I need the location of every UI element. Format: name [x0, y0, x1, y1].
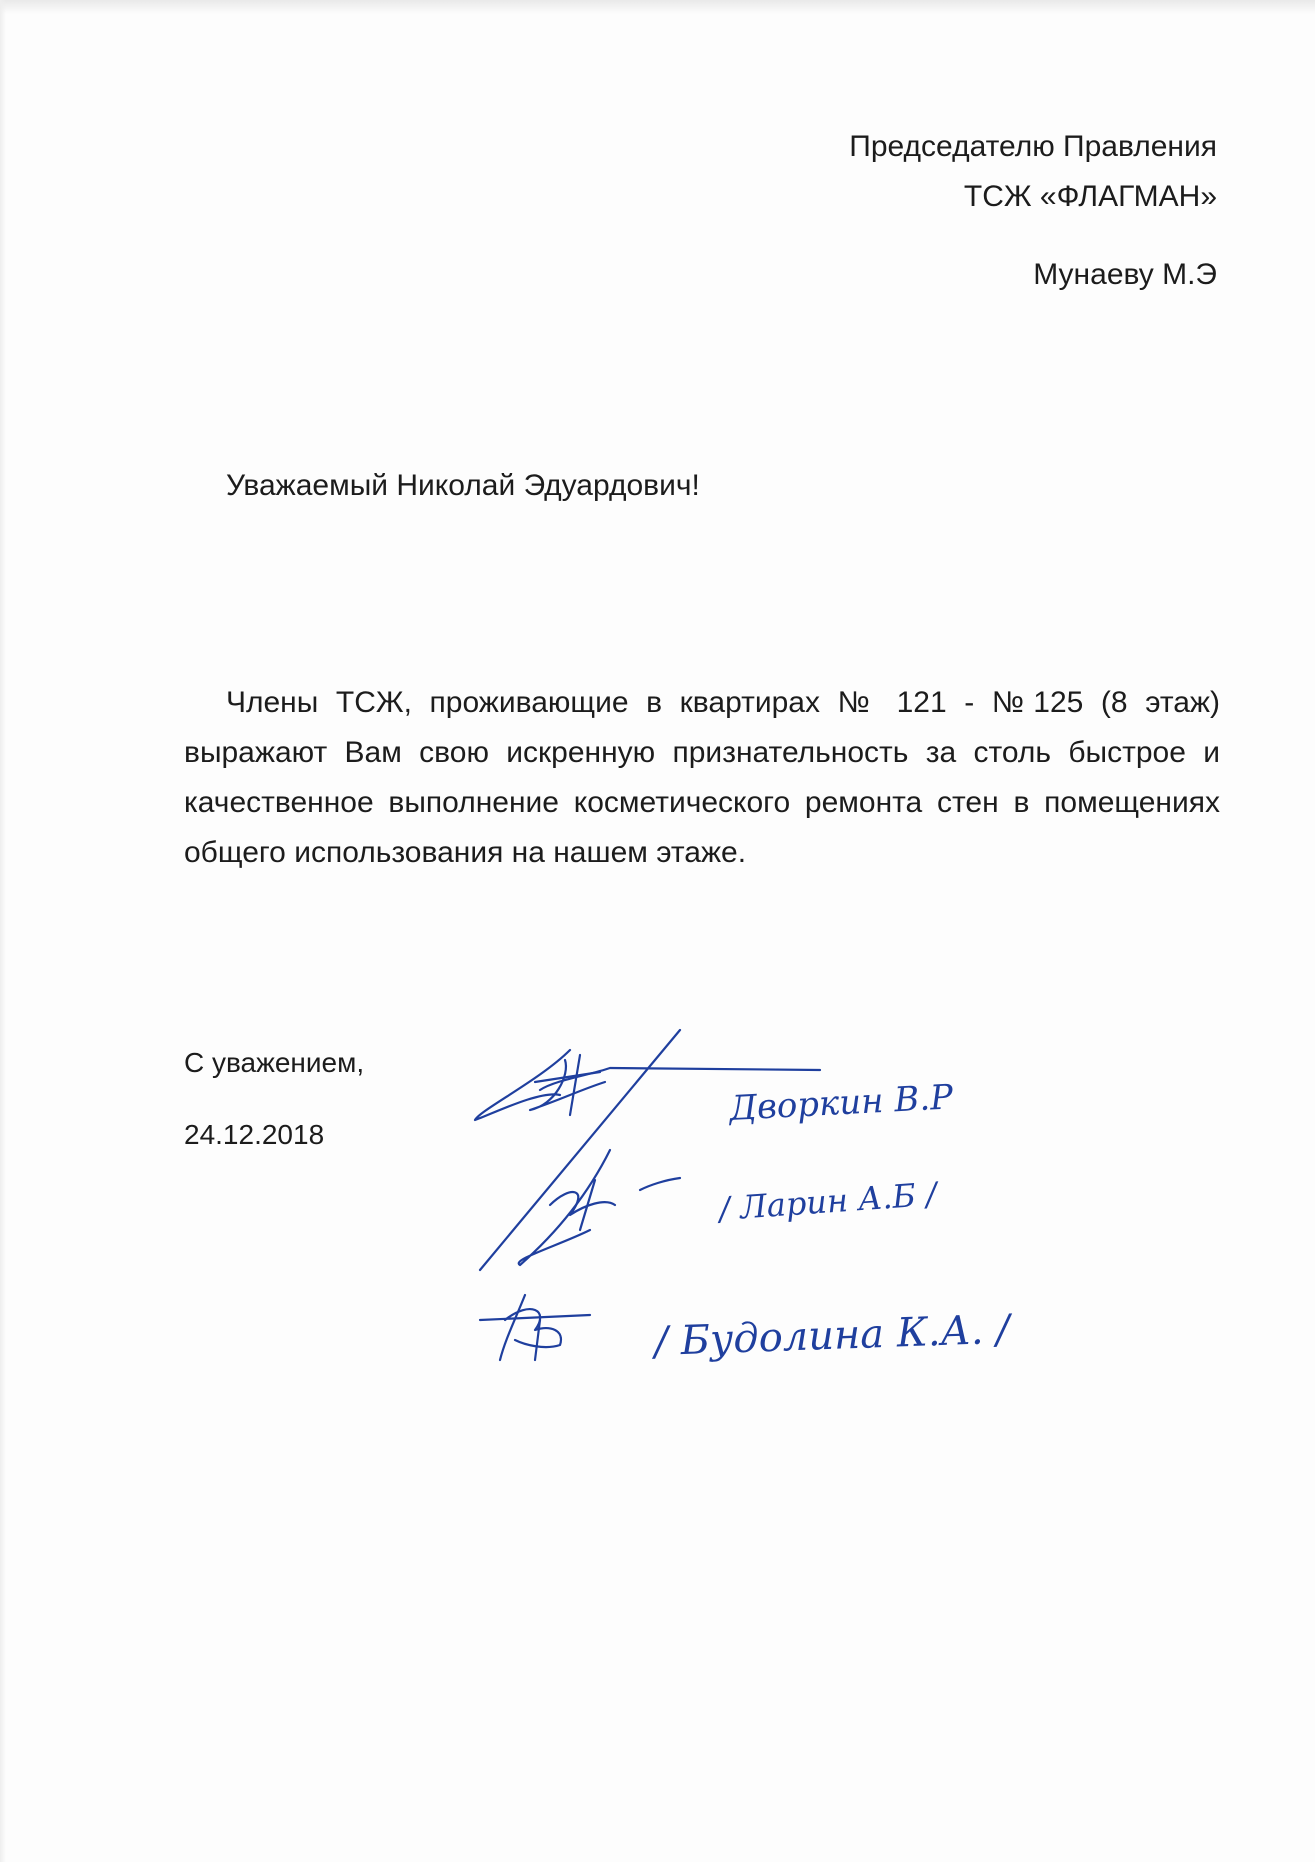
signature-3-scribble [480, 1295, 590, 1360]
closing-phrase: С уважением, [184, 1047, 365, 1078]
signature-2-scribble [519, 1150, 680, 1265]
salutation: Уважаемый Николай Эдуардович! [226, 469, 700, 502]
signature-1-scribble [475, 1030, 820, 1270]
signature-3-name: / Будолина К.А. / [653, 1306, 1011, 1365]
letter-date: 24.12.2018 [184, 1119, 325, 1150]
addressee-organization: ТСЖ «ФЛАГМАН» [963, 180, 1217, 213]
signatures-svg [420, 1020, 1180, 1400]
scan-shadow-top [0, 0, 1315, 14]
scan-shadow-left [0, 0, 6, 1862]
addressee-name: Мунаеву М.Э [1033, 258, 1217, 291]
letter-body: Члены ТСЖ, проживающие в квартирах № 121 - №125 (8 этаж) выражают Вам свою искренную признательность за столь быстрое и качественное выполнение косметического ремонта стен в помещениях общего использования на нашем этаже. [184, 686, 1220, 869]
addressee-block [849, 122, 1217, 300]
signature-2-name: / Ларин А.Б / [717, 1174, 938, 1228]
signature-1-name: Дворкин В.Р [728, 1077, 954, 1129]
addressee-title: Председателю Правления [849, 130, 1217, 163]
signature-block [420, 1020, 1180, 1400]
